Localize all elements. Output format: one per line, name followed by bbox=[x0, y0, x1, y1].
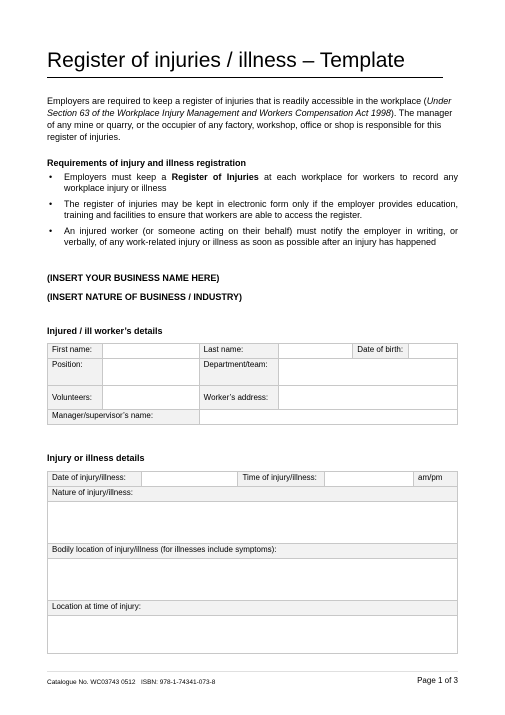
time-field[interactable] bbox=[325, 472, 414, 487]
nature-label: Nature of injury/illness: bbox=[48, 487, 458, 502]
first-name-label: First name: bbox=[48, 344, 103, 359]
table-row bbox=[48, 344, 458, 359]
bullet-icon: • bbox=[49, 172, 53, 182]
list-item bbox=[47, 199, 458, 221]
bullet-icon: • bbox=[49, 199, 53, 209]
dob-field[interactable] bbox=[409, 344, 458, 359]
injury-details-heading: Injury or illness details bbox=[47, 453, 145, 463]
bullet1-text-a: Employers must keep a bbox=[64, 172, 172, 182]
injury-details-table bbox=[47, 471, 458, 654]
worker-details-table bbox=[47, 343, 458, 425]
nature-field[interactable] bbox=[48, 502, 458, 544]
dob-label: Date of birth: bbox=[353, 344, 409, 359]
intro-text-a: Employers are required to keep a register of injuries that is readily accessible in the workplace ( bbox=[47, 96, 427, 106]
intro-legislation-ref: Under Section 63 of the Workplace Injury Management and Workers Compensation Act 1998 bbox=[47, 96, 452, 118]
manager-field[interactable] bbox=[199, 410, 457, 425]
table-row bbox=[48, 472, 458, 487]
location-label: Location at time of injury: bbox=[48, 601, 458, 616]
isbn-number: ISBN: 978-1-74341-073-8 bbox=[140, 679, 216, 686]
bullet1-text-b: at each workplace for workers to record any workplace injury or illness bbox=[64, 172, 458, 193]
department-label: Department/team: bbox=[199, 359, 278, 386]
table-row bbox=[48, 410, 458, 425]
date-field[interactable] bbox=[141, 472, 238, 487]
page-title: Register of injuries / illness – Template bbox=[47, 49, 405, 72]
title-underline bbox=[47, 77, 443, 78]
first-name-field[interactable] bbox=[102, 344, 199, 359]
last-name-label: Last name: bbox=[199, 344, 278, 359]
footer-divider bbox=[47, 671, 458, 672]
page-number: Page 1 of 3 bbox=[417, 676, 458, 685]
position-field[interactable] bbox=[102, 359, 199, 386]
intro-paragraph bbox=[47, 95, 458, 143]
table-row bbox=[48, 601, 458, 616]
bodily-location-field[interactable] bbox=[48, 559, 458, 601]
list-item bbox=[47, 172, 458, 194]
volunteers-field[interactable] bbox=[102, 386, 199, 410]
business-name-placeholder: (INSERT YOUR BUSINESS NAME HERE) bbox=[47, 273, 220, 283]
address-label: Worker’s address: bbox=[199, 386, 278, 410]
table-row bbox=[48, 616, 458, 654]
table-row bbox=[48, 386, 458, 410]
location-field[interactable] bbox=[48, 616, 458, 654]
table-row bbox=[48, 544, 458, 559]
manager-label: Manager/supervisor’s name: bbox=[48, 410, 200, 425]
requirements-list bbox=[47, 172, 458, 253]
list-item bbox=[47, 226, 458, 248]
address-field[interactable] bbox=[278, 386, 457, 410]
bullet2-text: The register of injuries may be kept in electronic form only if the employer provides education, training and facilities to ensure that workers are able to access the register. bbox=[64, 199, 458, 220]
bodily-location-label: Bodily location of injury/illness (for illnesses include symptoms): bbox=[48, 544, 458, 559]
table-row bbox=[48, 487, 458, 502]
department-field[interactable] bbox=[278, 359, 457, 386]
date-label: Date of injury/illness: bbox=[48, 472, 142, 487]
intro-text-b: ). The manager of any mine or quarry, or the occupier of any factory, workshop, office or shop is responsible for this register of injuries. bbox=[47, 108, 453, 142]
volunteers-label: Volunteers: bbox=[48, 386, 103, 410]
table-row bbox=[48, 359, 458, 386]
table-row bbox=[48, 559, 458, 601]
worker-details-heading: Injured / ill worker’s details bbox=[47, 326, 163, 336]
business-nature-placeholder: (INSERT NATURE OF BUSINESS / INDUSTRY) bbox=[47, 292, 243, 302]
bullet3-text: An injured worker (or someone acting on their behalf) must notify the employer in writing, or verbally, of any work-related injury or illness as soon as possible after an injury has happened bbox=[64, 226, 458, 247]
table-row bbox=[48, 502, 458, 544]
requirements-heading: Requirements of injury and illness registration bbox=[47, 158, 247, 168]
catalogue-number: Catalogue No. WC03743 0512 bbox=[47, 679, 136, 686]
bullet-icon: • bbox=[49, 226, 53, 236]
time-label: Time of injury/illness: bbox=[238, 472, 325, 487]
last-name-field[interactable] bbox=[278, 344, 353, 359]
position-label: Position: bbox=[48, 359, 103, 386]
footer-catalogue bbox=[47, 678, 215, 687]
bullet1-bold: Register of Injuries bbox=[171, 172, 259, 182]
ampm-label: am/pm bbox=[414, 472, 458, 487]
